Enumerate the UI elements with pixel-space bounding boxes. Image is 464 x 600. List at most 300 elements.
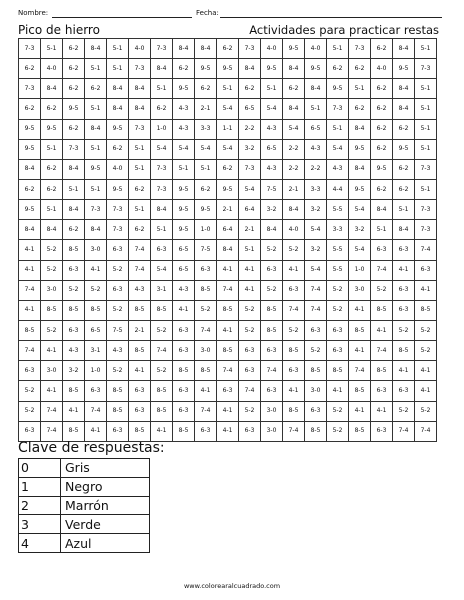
grid-cell[interactable]: 7-3: [151, 159, 173, 179]
grid-cell[interactable]: 6-3: [19, 361, 41, 381]
grid-cell[interactable]: 5-4: [217, 99, 239, 119]
grid-cell[interactable]: 6-3: [371, 240, 393, 260]
grid-cell[interactable]: 7-4: [239, 381, 261, 401]
grid-cell[interactable]: 6-3: [195, 421, 217, 441]
grid-cell[interactable]: 8-5: [261, 300, 283, 320]
grid-cell[interactable]: 8-5: [151, 300, 173, 320]
grid-cell[interactable]: 6-3: [129, 401, 151, 421]
grid-cell[interactable]: 6-2: [85, 79, 107, 99]
grid-cell[interactable]: 7-3: [129, 119, 151, 139]
grid-cell[interactable]: 3-0: [261, 421, 283, 441]
grid-cell[interactable]: 5-1: [327, 119, 349, 139]
grid-cell[interactable]: 5-4: [195, 139, 217, 159]
grid-cell[interactable]: 5-4: [151, 139, 173, 159]
grid-cell[interactable]: 4-1: [19, 240, 41, 260]
grid-cell[interactable]: 4-3: [129, 280, 151, 300]
grid-cell[interactable]: 7-4: [415, 240, 437, 260]
grid-cell[interactable]: 5-1: [261, 79, 283, 99]
grid-cell[interactable]: 9-5: [19, 200, 41, 220]
grid-cell[interactable]: 6-3: [85, 381, 107, 401]
grid-cell[interactable]: 4-3: [261, 119, 283, 139]
grid-cell[interactable]: 8-5: [349, 320, 371, 340]
grid-cell[interactable]: 8-5: [217, 300, 239, 320]
grid-cell[interactable]: 6-3: [173, 381, 195, 401]
grid-cell[interactable]: 3-0: [195, 341, 217, 361]
grid-cell[interactable]: 6-3: [239, 421, 261, 441]
grid-cell[interactable]: 5-1: [107, 59, 129, 79]
grid-cell[interactable]: 7-3: [151, 179, 173, 199]
grid-cell[interactable]: 5-1: [349, 79, 371, 99]
grid-cell[interactable]: 6-2: [63, 79, 85, 99]
grid-cell[interactable]: 9-5: [261, 59, 283, 79]
grid-cell[interactable]: 4-0: [41, 59, 63, 79]
grid-cell[interactable]: 2-1: [195, 99, 217, 119]
grid-cell[interactable]: 8-4: [349, 119, 371, 139]
grid-cell[interactable]: 5-2: [415, 401, 437, 421]
grid-cell[interactable]: 6-2: [19, 59, 41, 79]
grid-cell[interactable]: 5-1: [41, 139, 63, 159]
grid-cell[interactable]: 7-3: [415, 59, 437, 79]
grid-cell[interactable]: 7-4: [393, 421, 415, 441]
grid-cell[interactable]: 8-4: [151, 59, 173, 79]
grid-cell[interactable]: 7-4: [349, 361, 371, 381]
grid-cell[interactable]: 5-2: [63, 280, 85, 300]
grid-cell[interactable]: 3-3: [195, 119, 217, 139]
grid-cell[interactable]: 5-4: [239, 179, 261, 199]
grid-cell[interactable]: 4-1: [327, 381, 349, 401]
grid-cell[interactable]: 2-2: [239, 119, 261, 139]
grid-cell[interactable]: 5-2: [107, 361, 129, 381]
grid-cell[interactable]: 8-5: [393, 341, 415, 361]
grid-cell[interactable]: 6-3: [283, 361, 305, 381]
grid-cell[interactable]: 6-5: [305, 119, 327, 139]
grid-cell[interactable]: 9-5: [393, 139, 415, 159]
grid-cell[interactable]: 6-2: [195, 79, 217, 99]
grid-cell[interactable]: 8-4: [129, 79, 151, 99]
grid-cell[interactable]: 4-1: [415, 381, 437, 401]
grid-cell[interactable]: 8-5: [129, 421, 151, 441]
grid-cell[interactable]: 4-1: [63, 401, 85, 421]
grid-cell[interactable]: 9-5: [19, 119, 41, 139]
grid-cell[interactable]: 6-2: [173, 59, 195, 79]
grid-cell[interactable]: 4-3: [173, 99, 195, 119]
grid-cell[interactable]: 8-5: [195, 280, 217, 300]
grid-cell[interactable]: 8-4: [173, 39, 195, 59]
grid-cell[interactable]: 6-3: [239, 341, 261, 361]
grid-cell[interactable]: 8-5: [415, 300, 437, 320]
grid-cell[interactable]: 8-5: [371, 300, 393, 320]
grid-cell[interactable]: 9-5: [85, 159, 107, 179]
grid-cell[interactable]: 5-4: [349, 240, 371, 260]
grid-cell[interactable]: 5-1: [41, 200, 63, 220]
grid-cell[interactable]: 6-3: [415, 260, 437, 280]
grid-cell[interactable]: 7-3: [129, 59, 151, 79]
grid-cell[interactable]: 7-4: [261, 361, 283, 381]
grid-cell[interactable]: 8-5: [173, 361, 195, 381]
grid-cell[interactable]: 5-1: [85, 179, 107, 199]
grid-cell[interactable]: 8-5: [327, 361, 349, 381]
grid-cell[interactable]: 6-5: [173, 260, 195, 280]
grid-cell[interactable]: 5-4: [305, 260, 327, 280]
grid-cell[interactable]: 9-5: [107, 119, 129, 139]
grid-cell[interactable]: 7-3: [19, 79, 41, 99]
grid-cell[interactable]: 8-4: [63, 200, 85, 220]
grid-cell[interactable]: 7-4: [129, 260, 151, 280]
grid-cell[interactable]: 8-5: [41, 300, 63, 320]
grid-cell[interactable]: 4-1: [415, 361, 437, 381]
grid-cell[interactable]: 5-2: [283, 240, 305, 260]
grid-cell[interactable]: 6-2: [327, 59, 349, 79]
grid-cell[interactable]: 8-4: [261, 220, 283, 240]
grid-cell[interactable]: 5-5: [327, 260, 349, 280]
grid-cell[interactable]: 6-3: [261, 341, 283, 361]
grid-cell[interactable]: 9-5: [349, 179, 371, 199]
grid-cell[interactable]: 8-4: [283, 200, 305, 220]
grid-cell[interactable]: 9-5: [41, 119, 63, 139]
grid-cell[interactable]: 1-0: [195, 220, 217, 240]
grid-cell[interactable]: 5-1: [107, 39, 129, 59]
grid-cell[interactable]: 4-1: [393, 260, 415, 280]
grid-cell[interactable]: 1-0: [151, 119, 173, 139]
grid-cell[interactable]: 5-2: [261, 240, 283, 260]
grid-cell[interactable]: 5-2: [151, 361, 173, 381]
grid-cell[interactable]: 5-1: [151, 79, 173, 99]
grid-cell[interactable]: 6-3: [19, 421, 41, 441]
grid-cell[interactable]: 7-5: [195, 240, 217, 260]
grid-cell[interactable]: 5-2: [239, 300, 261, 320]
grid-cell[interactable]: 3-3: [305, 179, 327, 199]
grid-cell[interactable]: 6-3: [63, 320, 85, 340]
grid-cell[interactable]: 6-3: [371, 381, 393, 401]
grid-cell[interactable]: 4-1: [217, 421, 239, 441]
grid-cell[interactable]: 6-2: [371, 39, 393, 59]
grid-cell[interactable]: 7-4: [305, 280, 327, 300]
grid-cell[interactable]: 6-3: [305, 401, 327, 421]
grid-cell[interactable]: 6-2: [393, 159, 415, 179]
grid-cell[interactable]: 9-5: [19, 139, 41, 159]
grid-cell[interactable]: 8-5: [151, 381, 173, 401]
grid-cell[interactable]: 5-1: [415, 39, 437, 59]
grid-cell[interactable]: 9-5: [393, 59, 415, 79]
grid-cell[interactable]: 4-4: [327, 179, 349, 199]
grid-cell[interactable]: 3-0: [85, 240, 107, 260]
grid-cell[interactable]: 7-4: [41, 401, 63, 421]
grid-cell[interactable]: 6-3: [239, 361, 261, 381]
grid-cell[interactable]: 8-4: [305, 79, 327, 99]
grid-cell[interactable]: 6-4: [217, 220, 239, 240]
grid-cell[interactable]: 5-2: [283, 320, 305, 340]
grid-cell[interactable]: 6-3: [129, 381, 151, 401]
grid-cell[interactable]: 9-5: [217, 179, 239, 199]
grid-cell[interactable]: 9-5: [305, 59, 327, 79]
grid-cell[interactable]: 3-2: [63, 361, 85, 381]
grid-cell[interactable]: 5-2: [239, 401, 261, 421]
grid-cell[interactable]: 8-5: [305, 421, 327, 441]
grid-cell[interactable]: 6-3: [107, 421, 129, 441]
grid-cell[interactable]: 8-4: [393, 220, 415, 240]
grid-cell[interactable]: 6-3: [261, 260, 283, 280]
grid-cell[interactable]: 9-5: [349, 139, 371, 159]
grid-cell[interactable]: 6-3: [151, 240, 173, 260]
grid-cell[interactable]: 6-2: [41, 159, 63, 179]
grid-cell[interactable]: 5-4: [217, 139, 239, 159]
grid-cell[interactable]: 6-3: [195, 260, 217, 280]
grid-cell[interactable]: 6-3: [393, 280, 415, 300]
grid-cell[interactable]: 6-2: [195, 179, 217, 199]
grid-cell[interactable]: 7-3: [63, 139, 85, 159]
grid-cell[interactable]: 7-3: [151, 39, 173, 59]
grid-cell[interactable]: 6-2: [349, 99, 371, 119]
grid-cell[interactable]: 5-1: [305, 99, 327, 119]
grid-cell[interactable]: 4-3: [261, 159, 283, 179]
grid-cell[interactable]: 8-4: [41, 79, 63, 99]
grid-cell[interactable]: 4-1: [85, 260, 107, 280]
grid-cell[interactable]: 8-4: [195, 39, 217, 59]
grid-cell[interactable]: 8-5: [107, 401, 129, 421]
grid-cell[interactable]: 3-1: [151, 280, 173, 300]
grid-cell[interactable]: 6-2: [393, 119, 415, 139]
grid-cell[interactable]: 6-2: [217, 39, 239, 59]
grid-cell[interactable]: 5-1: [239, 240, 261, 260]
grid-cell[interactable]: 8-4: [217, 240, 239, 260]
grid-cell[interactable]: 9-5: [173, 79, 195, 99]
grid-cell[interactable]: 9-5: [195, 59, 217, 79]
grid-cell[interactable]: 5-1: [173, 159, 195, 179]
grid-cell[interactable]: 5-2: [41, 240, 63, 260]
grid-cell[interactable]: 7-4: [305, 300, 327, 320]
grid-cell[interactable]: 6-2: [129, 179, 151, 199]
grid-cell[interactable]: 2-2: [305, 159, 327, 179]
grid-cell[interactable]: 6-3: [261, 381, 283, 401]
grid-cell[interactable]: 5-4: [327, 139, 349, 159]
grid-cell[interactable]: 6-3: [217, 381, 239, 401]
grid-cell[interactable]: 5-5: [327, 240, 349, 260]
grid-cell[interactable]: 8-4: [393, 39, 415, 59]
grid-cell[interactable]: 2-1: [129, 320, 151, 340]
grid-cell[interactable]: 7-4: [371, 260, 393, 280]
grid-cell[interactable]: 4-3: [107, 341, 129, 361]
grid-cell[interactable]: 6-2: [129, 220, 151, 240]
grid-cell[interactable]: 4-1: [85, 421, 107, 441]
grid-cell[interactable]: 6-2: [371, 119, 393, 139]
grid-cell[interactable]: 4-1: [239, 280, 261, 300]
grid-cell[interactable]: 7-3: [107, 220, 129, 240]
grid-cell[interactable]: 8-4: [283, 59, 305, 79]
grid-cell[interactable]: 9-5: [283, 39, 305, 59]
grid-cell[interactable]: 5-1: [415, 179, 437, 199]
grid-cell[interactable]: 5-1: [85, 139, 107, 159]
grid-cell[interactable]: 4-1: [283, 381, 305, 401]
grid-cell[interactable]: 5-1: [415, 139, 437, 159]
grid-cell[interactable]: 4-1: [217, 320, 239, 340]
grid-cell[interactable]: 4-1: [217, 401, 239, 421]
grid-cell[interactable]: 6-3: [327, 341, 349, 361]
grid-cell[interactable]: 8-5: [63, 421, 85, 441]
grid-cell[interactable]: 6-2: [41, 99, 63, 119]
grid-cell[interactable]: 7-4: [195, 401, 217, 421]
grid-cell[interactable]: 5-2: [151, 320, 173, 340]
grid-cell[interactable]: 5-1: [129, 200, 151, 220]
grid-cell[interactable]: 7-3: [415, 220, 437, 240]
grid-cell[interactable]: 3-0: [41, 361, 63, 381]
grid-cell[interactable]: 8-4: [151, 200, 173, 220]
grid-cell[interactable]: 5-2: [107, 300, 129, 320]
grid-cell[interactable]: 4-1: [283, 260, 305, 280]
grid-cell[interactable]: 6-3: [371, 421, 393, 441]
grid-cell[interactable]: 8-4: [393, 99, 415, 119]
grid-cell[interactable]: 9-5: [327, 79, 349, 99]
grid-cell[interactable]: 5-1: [393, 200, 415, 220]
grid-cell[interactable]: 5-1: [217, 79, 239, 99]
grid-cell[interactable]: 8-5: [283, 341, 305, 361]
grid-cell[interactable]: 6-3: [173, 341, 195, 361]
grid-cell[interactable]: 6-3: [327, 320, 349, 340]
grid-cell[interactable]: 5-4: [173, 139, 195, 159]
grid-cell[interactable]: 7-4: [41, 421, 63, 441]
grid-cell[interactable]: 5-2: [41, 260, 63, 280]
grid-cell[interactable]: 7-5: [107, 320, 129, 340]
grid-cell[interactable]: 4-1: [41, 341, 63, 361]
grid-cell[interactable]: 8-4: [19, 159, 41, 179]
grid-cell[interactable]: 8-4: [239, 59, 261, 79]
grid-cell[interactable]: 6-2: [63, 119, 85, 139]
grid-cell[interactable]: 4-3: [173, 280, 195, 300]
grid-cell[interactable]: 4-1: [41, 381, 63, 401]
grid-cell[interactable]: 7-4: [195, 320, 217, 340]
grid-cell[interactable]: 5-2: [19, 381, 41, 401]
grid-cell[interactable]: 4-0: [129, 39, 151, 59]
grid-cell[interactable]: 5-2: [415, 320, 437, 340]
grid-cell[interactable]: 6-3: [283, 280, 305, 300]
grid-cell[interactable]: 5-1: [327, 39, 349, 59]
grid-cell[interactable]: 5-4: [261, 99, 283, 119]
grid-cell[interactable]: 4-3: [173, 119, 195, 139]
grid-cell[interactable]: 6-5: [261, 139, 283, 159]
grid-cell[interactable]: 4-3: [305, 139, 327, 159]
grid-cell[interactable]: 6-3: [107, 240, 129, 260]
grid-cell[interactable]: 5-2: [107, 260, 129, 280]
grid-cell[interactable]: 8-5: [129, 341, 151, 361]
grid-cell[interactable]: 9-5: [63, 99, 85, 119]
grid-cell[interactable]: 5-1: [63, 179, 85, 199]
grid-cell[interactable]: 7-4: [217, 361, 239, 381]
grid-cell[interactable]: 9-5: [173, 220, 195, 240]
grid-cell[interactable]: 6-2: [19, 179, 41, 199]
grid-cell[interactable]: 4-0: [305, 39, 327, 59]
grid-cell[interactable]: 7-4: [129, 240, 151, 260]
grid-cell[interactable]: 7-5: [261, 179, 283, 199]
grid-cell[interactable]: 4-1: [371, 401, 393, 421]
grid-cell[interactable]: 5-1: [415, 79, 437, 99]
grid-cell[interactable]: 6-3: [393, 300, 415, 320]
grid-cell[interactable]: 6-2: [371, 179, 393, 199]
grid-cell[interactable]: 9-5: [173, 200, 195, 220]
grid-cell[interactable]: 8-4: [85, 220, 107, 240]
grid-cell[interactable]: 9-5: [371, 159, 393, 179]
grid-cell[interactable]: 4-0: [371, 59, 393, 79]
grid-cell[interactable]: 8-5: [107, 381, 129, 401]
grid-cell[interactable]: 5-1: [129, 159, 151, 179]
grid-cell[interactable]: 8-5: [63, 381, 85, 401]
grid-cell[interactable]: 5-1: [415, 99, 437, 119]
grid-cell[interactable]: 4-3: [63, 341, 85, 361]
grid-cell[interactable]: 5-4: [349, 200, 371, 220]
grid-cell[interactable]: 5-2: [327, 421, 349, 441]
grid-cell[interactable]: 9-5: [107, 179, 129, 199]
grid-cell[interactable]: 5-1: [195, 159, 217, 179]
grid-cell[interactable]: 8-5: [305, 361, 327, 381]
grid-cell[interactable]: 7-3: [239, 39, 261, 59]
grid-cell[interactable]: 4-1: [19, 300, 41, 320]
grid-cell[interactable]: 7-4: [151, 341, 173, 361]
grid-cell[interactable]: 6-2: [239, 79, 261, 99]
grid-cell[interactable]: 5-1: [371, 220, 393, 240]
grid-cell[interactable]: 7-3: [327, 99, 349, 119]
grid-cell[interactable]: 8-4: [41, 220, 63, 240]
grid-cell[interactable]: 5-2: [261, 280, 283, 300]
grid-cell[interactable]: 5-2: [305, 341, 327, 361]
grid-cell[interactable]: 7-4: [85, 401, 107, 421]
grid-cell[interactable]: 5-2: [195, 300, 217, 320]
grid-cell[interactable]: 6-2: [41, 179, 63, 199]
grid-cell[interactable]: 5-2: [327, 401, 349, 421]
grid-cell[interactable]: 8-5: [63, 240, 85, 260]
grid-cell[interactable]: 8-5: [19, 320, 41, 340]
grid-cell[interactable]: 6-2: [349, 59, 371, 79]
grid-cell[interactable]: 1-0: [85, 361, 107, 381]
grid-cell[interactable]: 5-4: [151, 260, 173, 280]
grid-cell[interactable]: 1-1: [217, 119, 239, 139]
grid-cell[interactable]: 3-0: [41, 280, 63, 300]
grid-cell[interactable]: 8-5: [85, 300, 107, 320]
grid-cell[interactable]: 7-4: [217, 280, 239, 300]
grid-cell[interactable]: 3-3: [327, 220, 349, 240]
grid-cell[interactable]: 3-2: [239, 139, 261, 159]
grid-cell[interactable]: 4-1: [371, 320, 393, 340]
grid-cell[interactable]: 8-4: [107, 79, 129, 99]
grid-cell[interactable]: 6-2: [63, 220, 85, 240]
grid-cell[interactable]: 5-1: [41, 39, 63, 59]
grid-cell[interactable]: 2-1: [283, 179, 305, 199]
grid-cell[interactable]: 4-1: [415, 280, 437, 300]
grid-cell[interactable]: 7-4: [19, 280, 41, 300]
grid-cell[interactable]: 5-4: [283, 119, 305, 139]
grid-cell[interactable]: 7-3: [19, 39, 41, 59]
grid-cell[interactable]: 5-2: [393, 320, 415, 340]
grid-cell[interactable]: 3-0: [261, 401, 283, 421]
grid-cell[interactable]: 4-1: [151, 421, 173, 441]
grid-cell[interactable]: 7-3: [239, 159, 261, 179]
grid-cell[interactable]: 1-0: [349, 260, 371, 280]
grid-cell[interactable]: 6-2: [371, 139, 393, 159]
grid-cell[interactable]: 6-2: [19, 99, 41, 119]
grid-cell[interactable]: 3-2: [305, 240, 327, 260]
grid-cell[interactable]: 9-5: [195, 200, 217, 220]
grid-cell[interactable]: 7-4: [371, 341, 393, 361]
grid-cell[interactable]: 6-5: [173, 240, 195, 260]
grid-cell[interactable]: 6-3: [63, 260, 85, 280]
grid-cell[interactable]: 6-2: [217, 159, 239, 179]
grid-cell[interactable]: 6-2: [371, 99, 393, 119]
grid-cell[interactable]: 7-3: [415, 159, 437, 179]
grid-cell[interactable]: 5-2: [19, 401, 41, 421]
grid-cell[interactable]: 8-5: [283, 401, 305, 421]
grid-cell[interactable]: 8-4: [107, 99, 129, 119]
grid-cell[interactable]: 7-4: [283, 300, 305, 320]
grid-cell[interactable]: 8-5: [173, 421, 195, 441]
grid-cell[interactable]: 6-2: [63, 39, 85, 59]
grid-cell[interactable]: 4-1: [239, 260, 261, 280]
